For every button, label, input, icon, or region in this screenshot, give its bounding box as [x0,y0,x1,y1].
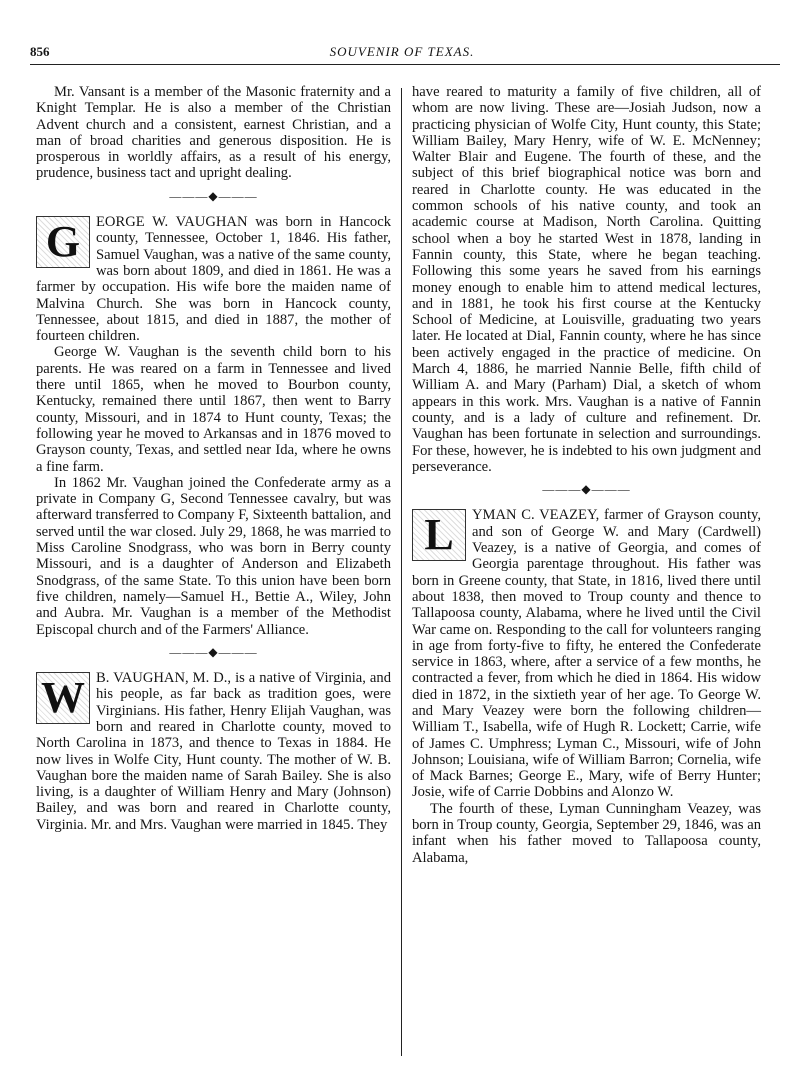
column-divider [401,88,402,1056]
biography-lead: B. VAUGHAN, M. D., is a native of Virginia, and his people, as far back as tradition goes, were Virginians. His father, Henry Elijah Vaughan, was born and reared in Charlotte county, moved to North Carolina in 1873, and thence to Texas in 1884. He now lives in Wolfe City, Hunt county. The mother of W. B. Vaughan bore the maiden name of Sarah Bailey. She is also living, is a daughter of William Henry and Mary (Johnson) Bailey, and was born and reared in Charlotte county, Virginia. Mr. and Mrs. Vaughan were married in 1845. They [36,670,391,833]
biography-lyman-c-veazey [412,507,761,866]
paragraph: In 1862 Mr. Vaughan joined the Confederate army as a private in Company G, Second Tennessee cavalry, but was afterward transferred to Company F, Sixteenth battalion, and served until the war closed. July 29, 1868, he was married to Miss Caroline Snodgrass, who was born in Berry county Missouri, and is a daughter of Anderson and Elizabeth Snodgrass, of the same State. To this union have been born five children, namely—Samuel H., Bettie A., Wiley, John and Aubra. Mr. Vaughan is a member of the Methodist Episcopal church and of the Farmers' Alliance. [36,474,391,638]
page-header [30,44,774,66]
header-rule [30,64,780,65]
paragraph: have reared to maturity a family of five children, all of whom are now living. These are—Josiah Judson, now a practicing physician of Wolfe City, Hunt county, this State; William Bailey, Mary Henry, wife of W. E. McNenney; Walter Blair and Eugene. The fourth of these, and the subject of this brief biographical notice was born and reared in Charlotte county. He was educated in the common schools of his native county, and took an academic course at Madison, North Carolina. Quitting school when a boy he started West in 1878, landing in Fannin county, this State, where he began teaching. Following this some years he saved from his earnings money enough to enable him to attend medical lectures, and in 1881, he took his first course at the Kentucky School of Medicine, at Louisville, graduating two years later. He located at Dial, Fannin county, where he has since been actively engaged in the practice of medicine. On March 4, 1886, he married Nannie Belle, fifth child of William A. and Mary (Parham) Dial, a sketch of whom appears in this work. Mrs. Vaughan is a native of Fannin county, and is a lady of culture and refinement. Dr. Vaughan has been fortunate in selection and surroundings. For these, however, he is indebted to his own judgment and perseverance. [412,84,761,475]
biography-george-w-vaughan [36,214,391,638]
drop-cap-letter: W [41,673,85,723]
running-title: SOUVENIR OF TEXAS. [329,44,475,59]
biography-w-b-vaughan [36,670,391,833]
page-number: 856 [30,44,50,59]
drop-cap [36,672,90,724]
paragraph: Mr. Vansant is a member of the Masonic fraternity and a Knight Templar. He is also a member of the Christian Advent church and a consistent, earnest Christian, and a man of broad charities and generous disposition. He is prosperous in worldly affairs, as a result of his energy, prudence, business tact and upright dealing. [36,84,391,182]
right-column [412,84,761,866]
drop-cap [412,509,466,561]
drop-cap-letter: G [45,217,81,267]
drop-cap [36,216,90,268]
paragraph: George W. Vaughan is the seventh child born to his parents. He was reared on a farm in Tennessee and lived there until 1865, when he moved to Bourbon county, Kentucky, remained there until 1867, then went to Barry county, Missouri, and in 1874 to Hunt county, Texas; the following year he moved to Arkansas and in 1876 moved to Grayson county, Texas, and settled near Ida, where he owns a fine farm. [36,344,391,475]
section-ornament: ———◆——— [169,188,258,203]
left-column [36,84,391,833]
biography-lead: EORGE W. VAUGHAN was born in Hancock county, Tennessee, October 1, 1846. His father, Samuel Vaughan, was a native of the same county, was born about 1809, and died in 1861. He was a farmer by occupation. His wife bore the maiden name of Malvina Church. She was born in Hancock county, Tennessee, about 1815, and died in 1887, the mother of fourteen children. [36,214,391,345]
paragraph: The fourth of these, Lyman Cunningham Veazey, was born in Troup county, Georgia, September 29, 1846, was an infant when his father moved to Tallapoosa county, Alabama, [412,800,761,866]
drop-cap-letter: L [424,510,454,560]
biography-lead: YMAN C. VEAZEY, farmer of Grayson county, and son of George W. and Mary (Cardwell) Veazey, is a native of Georgia, and comes of Georgia parentage throughout. His father was born in Greene county, that State, in 1816, lived there until about 1838, then moved to Troup county and thence to Tallapoosa county, Alabama, where he lived until the Civil War came on. Responding to the call for volunteers ranging in age from forty-five to fifty, he entered the Confederate service in 1863, where, after a service of a few months, he contracted a fever, from which he died in 1864. His widow died in 1872, in the sixtieth year of her age. To George W. and Mary Veazey were born the following children—William T., Isabella, wife of Hugh R. Lockett; Carrie, wife of James C. Umphress; Lyman C., Missouri, wife of John Johnson; Louisiana, wife of William Barron; Cornelia, wife of Mack Barnes; George E., Mary, wife of Berry Hunter; Josie, wife of Carrie Dobbins and Alonzo W. [412,507,761,801]
section-ornament: ———◆——— [169,644,258,659]
section-ornament: ———◆——— [542,482,631,497]
